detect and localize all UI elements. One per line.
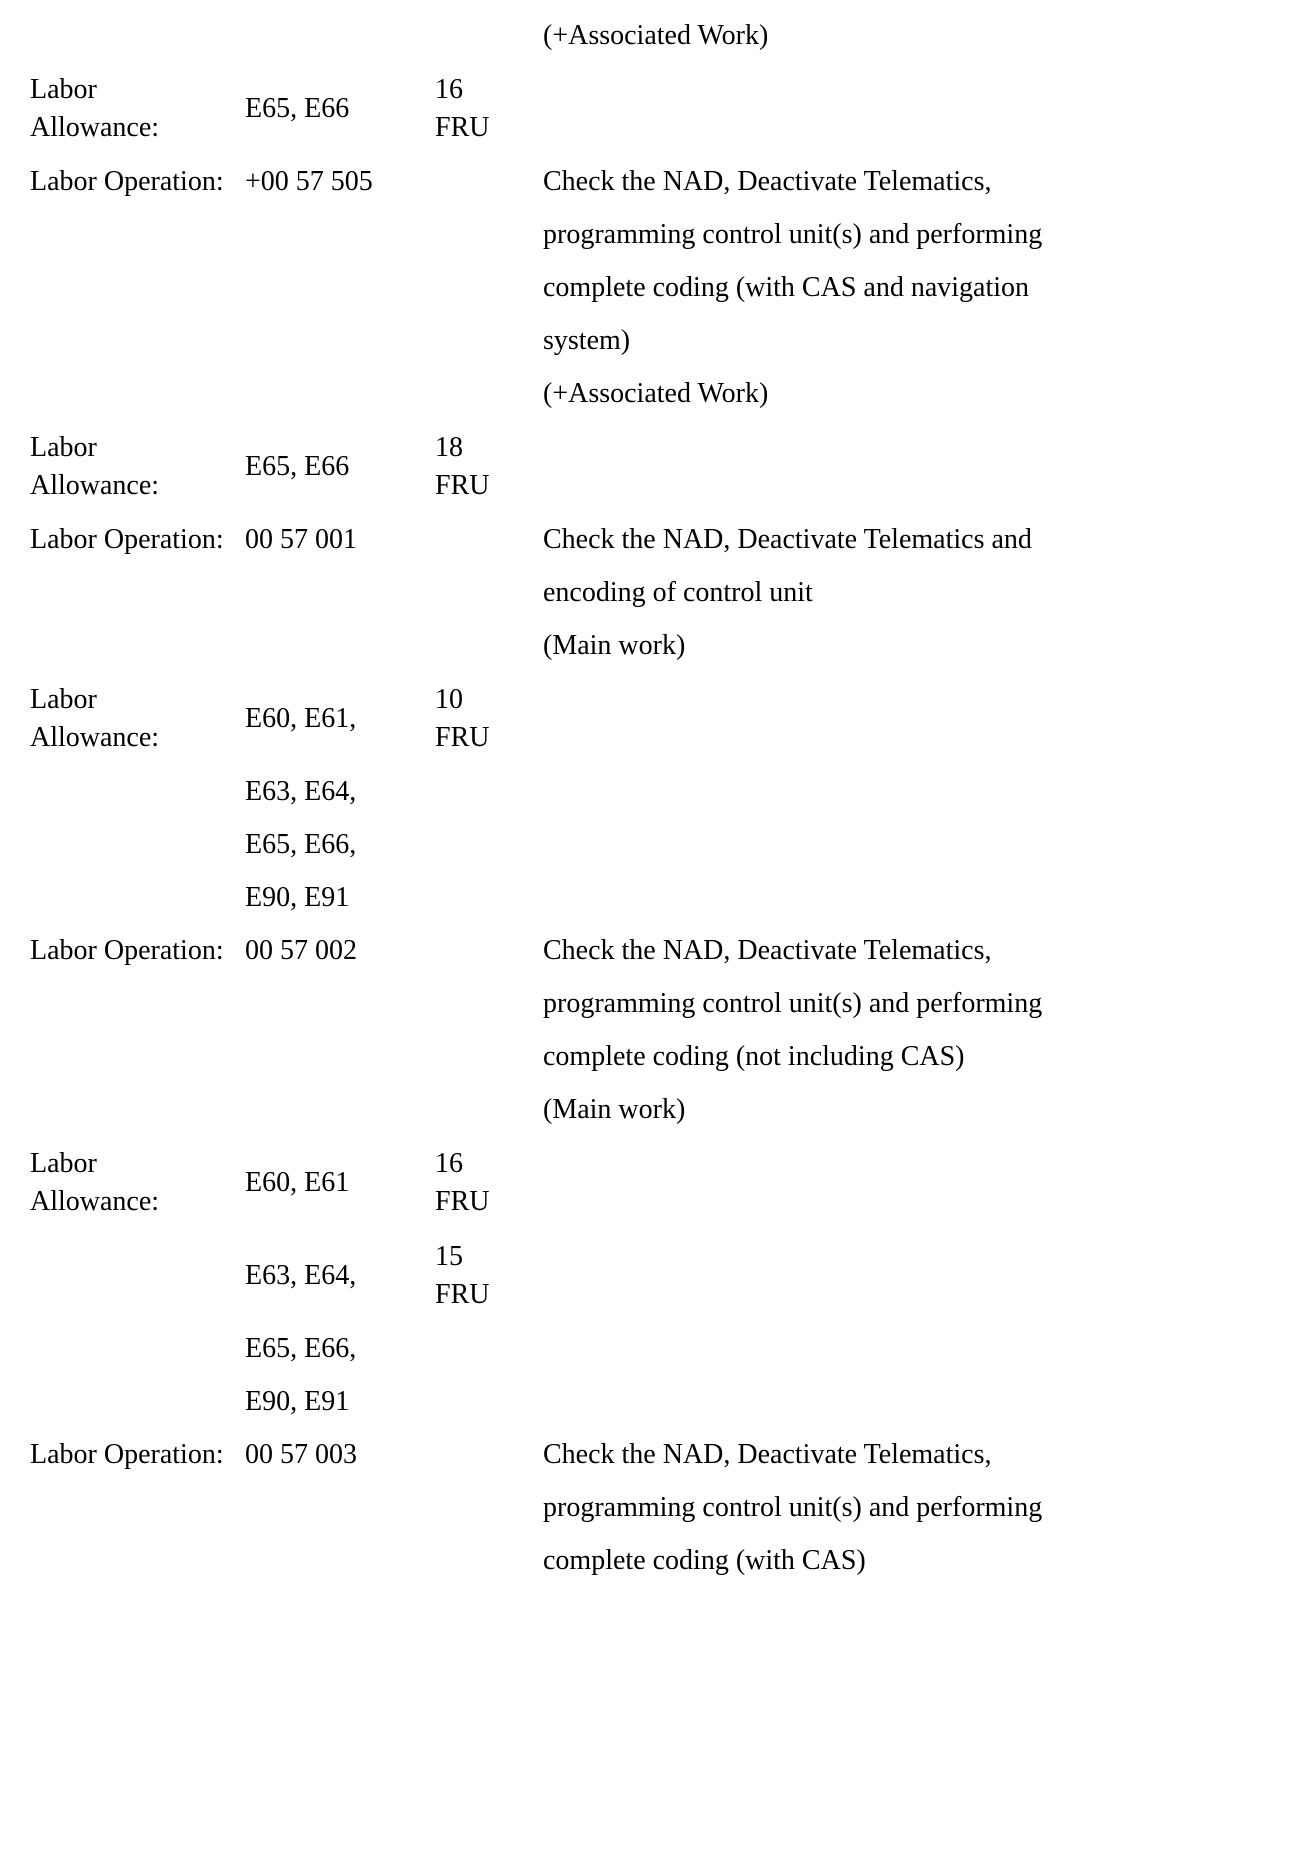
model-codes: E60, E61, [245, 703, 357, 734]
fru-allowance [435, 681, 543, 757]
description-line: encoding of control unit [543, 577, 813, 608]
allowance-entry [245, 880, 543, 916]
model-codes: E65, E66 [245, 451, 350, 482]
label-line: Allowance: [30, 1186, 160, 1217]
model-codes: E63, E64, [245, 1260, 357, 1291]
operation-description [543, 933, 1292, 1128]
fru-unit: FRU [435, 722, 490, 753]
label-line: Allowance: [30, 112, 160, 143]
labor-operation-code: 00 57 001 [245, 524, 357, 555]
labor-operation-code: 00 57 002 [245, 935, 357, 966]
model-codes: E65, E66, [245, 1333, 357, 1364]
allowance-entry [245, 681, 543, 757]
labor-operation-row [30, 522, 1292, 664]
labor-operation-code: +00 57 505 [245, 166, 373, 197]
operation-description [543, 522, 1292, 664]
labor-operation-label: Labor Operation: [30, 935, 224, 966]
model-codes: E65, E66, [245, 829, 357, 860]
allowance-entries [245, 429, 543, 505]
model-codes: E63, E64, [245, 776, 357, 807]
label-line: Labor [30, 684, 97, 715]
description-line: programming control unit(s) and performing [543, 1492, 1043, 1523]
fru-allowance [435, 1238, 543, 1314]
labor-operation-row [30, 1437, 1292, 1579]
labor-allowance-label [30, 681, 245, 757]
labor-allowance-label [30, 71, 245, 147]
fru-unit: FRU [435, 112, 490, 143]
description-line: system) [543, 325, 631, 356]
fru-allowance [435, 429, 543, 505]
allowance-entry [245, 774, 543, 810]
label-line: Allowance: [30, 722, 160, 753]
allowance-entry [245, 71, 543, 147]
fru-allowance [435, 1145, 543, 1221]
allowance-entry [245, 1238, 543, 1314]
label-line: Labor [30, 432, 97, 463]
allowance-entry [245, 1331, 543, 1367]
operation-description [543, 1437, 1292, 1579]
description-line: complete coding (with CAS and navigation [543, 272, 1030, 303]
allowance-entries [245, 71, 543, 147]
description-line: (Main work) [543, 1094, 686, 1125]
labor-allowance-label [30, 1145, 245, 1221]
allowance-entries [245, 1145, 543, 1420]
allowance-entry [245, 827, 543, 863]
label-line: Labor [30, 1148, 97, 1179]
labor-allowance-row [30, 429, 1292, 505]
fru-value: 18 [435, 432, 463, 463]
description-line: (Main work) [543, 630, 686, 661]
labor-operation-label: Labor Operation: [30, 1439, 224, 1470]
model-codes: E90, E91 [245, 882, 350, 913]
labor-operation-row [30, 164, 1292, 412]
description-line: Check the NAD, Deactivate Telematics and [543, 524, 1032, 555]
operation-description [543, 164, 1292, 412]
description-line: (+Associated Work) [543, 20, 769, 51]
allowance-entry [245, 429, 543, 505]
fru-value: 15 [435, 1241, 463, 1272]
label-line: Labor [30, 74, 97, 105]
fru-unit: FRU [435, 1186, 490, 1217]
allowance-entry [245, 1384, 543, 1420]
fru-value: 16 [435, 1148, 463, 1179]
labor-allowance-row [30, 681, 1292, 916]
labor-operation-label: Labor Operation: [30, 524, 224, 555]
fru-unit: FRU [435, 1279, 490, 1310]
labor-operation-label: Labor Operation: [30, 166, 224, 197]
labor-allowance-row [30, 1145, 1292, 1420]
fru-value: 10 [435, 684, 463, 715]
description-line: Check the NAD, Deactivate Telematics, [543, 166, 992, 197]
description-line: Check the NAD, Deactivate Telematics, [543, 935, 992, 966]
fru-unit: FRU [435, 470, 490, 501]
labor-operation-row [30, 933, 1292, 1128]
model-codes: E60, E61 [245, 1167, 350, 1198]
description-line: complete coding (with CAS) [543, 1545, 866, 1576]
allowance-entries [245, 681, 543, 916]
model-codes: E90, E91 [245, 1386, 350, 1417]
labor-allowance-label [30, 429, 245, 505]
fru-allowance [435, 71, 543, 147]
model-codes: E65, E66 [245, 93, 350, 124]
allowance-entry [245, 1145, 543, 1221]
description-line: (+Associated Work) [543, 378, 769, 409]
labor-allowance-row [30, 71, 1292, 147]
description-line: Check the NAD, Deactivate Telematics, [543, 1439, 992, 1470]
description-line: programming control unit(s) and performing [543, 219, 1043, 250]
labor-operation-code: 00 57 003 [245, 1439, 357, 1470]
label-line: Allowance: [30, 470, 160, 501]
operation-description [543, 18, 1292, 54]
description-line: complete coding (not including CAS) [543, 1041, 965, 1072]
fru-value: 16 [435, 74, 463, 105]
continuation-row [30, 18, 1292, 54]
description-line: programming control unit(s) and performing [543, 988, 1043, 1019]
